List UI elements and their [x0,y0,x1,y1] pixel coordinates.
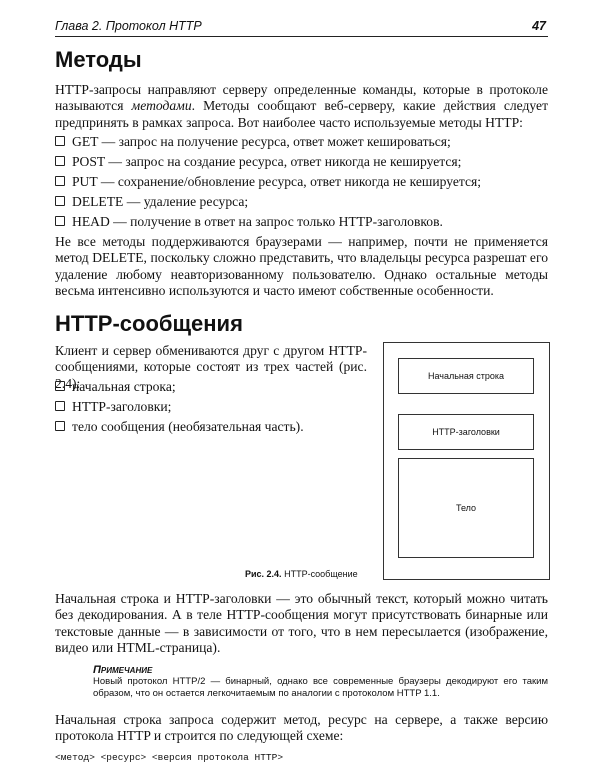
list-item-text: HTTP-заголовки; [72,399,172,414]
list-item [55,194,548,214]
checkbox-bullet-icon [55,381,65,391]
messages-para1: Начальная строка и HTTP-заголовки — это обычный текст, который можно читать без декодирования. А в теле HTTP-сообщения могут присутствовать бинарные или текстовые данные — в зависимости от того, что в нем пересылается (изображение, видео или HTML-страница). [55,591,548,655]
list-item [55,154,548,174]
intro-text-end: . Методы сообщают веб-серверу, какие действия следует предпринять в рамках запроса. Вот наиболее часто используемые методы HTTP: [55,98,549,130]
checkbox-bullet-icon [55,156,65,166]
checkbox-bullet-icon [55,216,65,226]
list-item-text: PUT — сохранение/обновление ресурса, ответ никогда не кешируется; [72,174,482,189]
list-item-text: начальная строка; [72,379,176,394]
checkbox-bullet-icon [55,421,65,431]
methods-intro [55,82,548,131]
messages-para2: Начальная строка запроса содержит метод, ресурс на сервере, а также версию протокола HTTP и строится по следующей схеме: [55,712,548,744]
intro-text: HTTP-запросы направляют серверу определенные команды, которые в протоколе называются [55,82,548,114]
list-item [55,399,375,419]
list-item [55,419,375,439]
page-number: 47 [532,19,546,33]
section-heading-methods: Методы [55,47,142,72]
note-text: Новый протокол HTTP/2 — бинарный, однако все современные браузеры декодируют его таким образом, что он остается легкочитаемым по аналогии с протоколом HTTP 1.1. [93,676,548,699]
list-item [55,214,548,234]
messages-intro: Клиент и сервер обмениваются друг с другом HTTP-сообщениями, которые состоят из трех частей (рис. 2.4): [55,343,367,391]
headers-box: HTTP-заголовки [398,414,534,450]
list-item-text: POST — запрос на создание ресурса, ответ никогда не кешируется; [72,154,462,169]
running-header [55,19,548,37]
intro-emphasis: методами [131,98,192,114]
caption-label: Рис. 2.4. [245,569,282,579]
methods-para2: Не все методы поддерживаются браузерами — например, почти не применяется метод DELETE, поскольку сложно представить, что владельцы ресурса разрешат его удаление любому неавторизованному пользователю. Однако остальные методы весьма интенсивно используются и часто имеют собственные особенности. [55,234,548,298]
caption-text: HTTP-сообщение [284,569,358,579]
note-block [93,664,548,700]
list-item [55,134,548,154]
start-line-box: Начальная строка [398,358,534,394]
list-item-text: тело сообщения (необязательная часть). [72,419,304,434]
list-item [55,174,548,194]
checkbox-bullet-icon [55,196,65,206]
checkbox-bullet-icon [55,136,65,146]
list-item [55,379,375,399]
checkbox-bullet-icon [55,401,65,411]
chapter-title: Глава 2. Протокол HTTP [55,19,202,33]
list-item-text: HEAD — получение в ответ на запрос только HTTP-заголовков. [72,214,443,229]
message-parts-list [55,379,375,439]
list-item-text: DELETE — удаление ресурса; [72,194,249,209]
list-item-text: GET — запрос на получение ресурса, ответ может кешироваться; [72,134,451,149]
request-line-syntax: <метод> <ресурс> <версия протокола HTTP> [55,752,284,763]
checkbox-bullet-icon [55,176,65,186]
figure-caption [245,569,358,579]
body-box: Тело [398,458,534,558]
http-message-diagram [383,342,550,580]
section-heading-http-messages: HTTP-сообщения [55,311,243,336]
methods-list [55,134,548,234]
note-title: Примечание [93,664,153,676]
